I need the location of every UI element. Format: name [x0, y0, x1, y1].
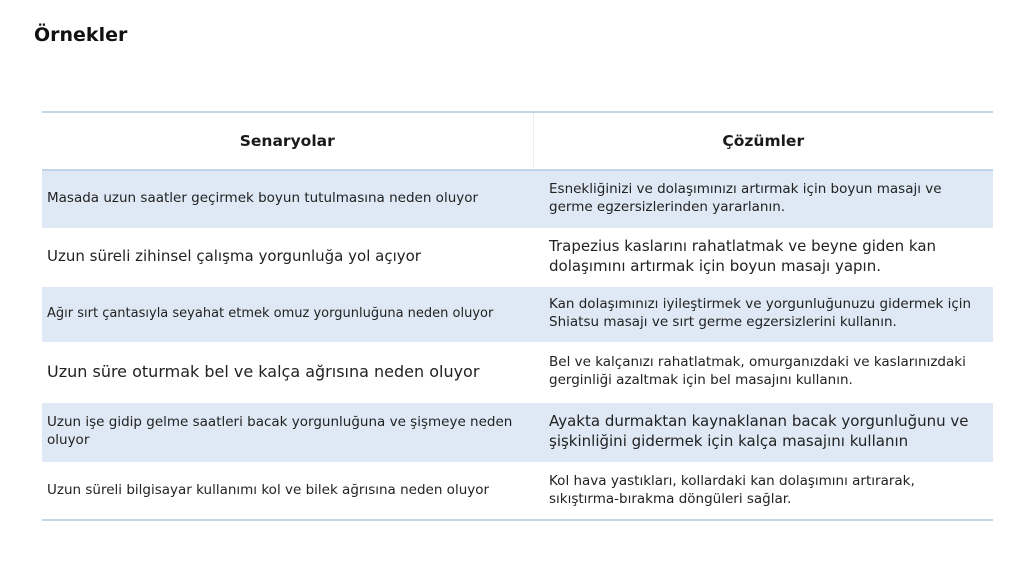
solution-cell: Kol hava yastıkları, kollardaki kan dolaşımını artırarak, sıkıştırma-bırakma döngüleri sağlar. [549, 472, 915, 507]
table-row [42, 462, 993, 520]
scenario-cell: Ağır sırt çantasıyla seyahat etmek omuz yorgunluğuna neden oluyor [47, 306, 494, 322]
table-body [42, 170, 993, 520]
header-scenarios: Senaryolar [42, 112, 533, 170]
table-row [42, 170, 993, 228]
examples-table [42, 111, 993, 521]
table-row [42, 342, 993, 402]
table-header [42, 112, 993, 170]
header-solutions: Çözümler [722, 132, 805, 150]
solution-cell: Esnekliğinizi ve dolaşımınızı artırmak için boyun masajı ve germe egzersizlerinden yararlanın. [549, 181, 942, 216]
table-row [42, 228, 993, 286]
scenario-cell: Uzun süreli zihinsel çalışma yorgunluğa yol açıyor [47, 247, 421, 266]
solution-cell: Bel ve kalçanızı rahatlatmak, omurganızdaki ve kaslarınızdaki gerginliği azaltmak için bel masajını kullanın. [549, 354, 966, 388]
scenario-cell: Uzun süre oturmak bel ve kalça ağrısına neden oluyor [47, 362, 480, 382]
table-row [42, 402, 993, 462]
table-header-row [42, 112, 993, 170]
solution-cell: Ayakta durmaktan kaynaklanan bacak yorgunluğunu ve şişkinliğini gidermek için kalça masajını kullanın [549, 412, 969, 450]
solution-cell: Trapezius kaslarını rahatlatmak ve beyne giden kan dolaşımını artırmak için boyun masajı yapın. [549, 237, 937, 275]
scenario-cell: Masada uzun saatler geçirmek boyun tutulmasına neden oluyor [47, 190, 479, 207]
scenario-cell: Uzun işe gidip gelme saatleri bacak yorgunluğuna ve şişmeye neden oluyor [47, 414, 513, 448]
page-title: Örnekler [34, 24, 128, 46]
table-row [42, 286, 993, 342]
scenario-cell: Uzun süreli bilgisayar kullanımı kol ve bilek ağrısına neden oluyor [47, 481, 490, 498]
solution-cell: Kan dolaşımınızı iyileştirmek ve yorgunluğunuzu gidermek için Shiatsu masajı ve sırt germe egzersizlerini kullanın. [549, 296, 972, 330]
